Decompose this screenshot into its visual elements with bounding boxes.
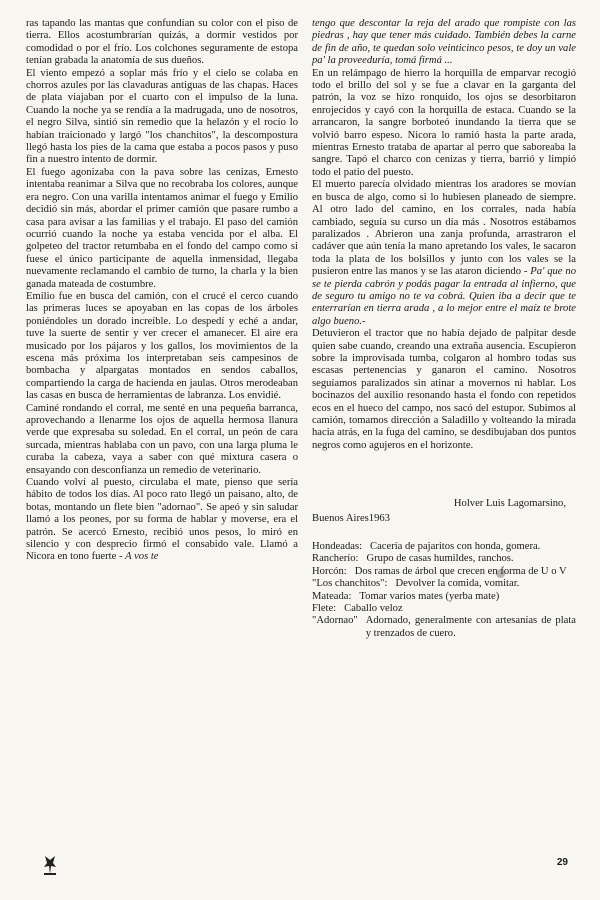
right-column (312, 18, 576, 640)
paragraph: ras tapando las mantas que confundían su color con el piso de tierra. Ellos acostumbrarían quizás, a dormir vestidos por comodidad o por el frío. Los colchones seguramente de estopa tenían grabada la anatomía de sus dueños. (26, 18, 298, 67)
glossary-definition: Grupo de casas humildes, ranchos. (366, 553, 514, 565)
glossary-entry (312, 553, 576, 565)
glossary (312, 541, 576, 640)
glossary-definition: Tomar varios mates (yerba mate) (359, 590, 500, 602)
glossary-term: Mateada: (312, 590, 352, 602)
glossary-entry (312, 566, 576, 578)
glossary-entry (312, 541, 576, 553)
paragraph-text: Cuando volví al puesto, circulaba el mate, pienso que sería hábito de todos los días. Al poco rato llegó un paisano, alto, de botas, montando un flete bien "adornao". Se apeó y sin saludar llamó a los peones, por su forma de hablar y moverse, era el patrón. Se acercó Ernesto, recibió unos pesos, lo miró en silencio y con desprecio firmó el consabido vale. Llamó a Nicora en tono fuerte - (26, 477, 298, 563)
glossary-term: Horcón: (312, 565, 347, 577)
left-column (26, 18, 298, 564)
paragraph: Detuvieron el tractor que no había dejado de palpitar desde quien sabe cuando, creando una extraña ausencia. Escupieron sobre la improvisada tumba, colgaron al hombro todas sus escasas pertenencias y ganaron el camino. Nosotros seguíamos paralizados sin atinar a movernos ni hablar. Los bocinazos del auxilio resonando hasta el fondo con repetidos ecos en el hueco del campo, nos sacó del estupor. Subimos al camión, tomamos dirección a Saladillo y volteando la mirada hacia atrás, en la fuga del camino, se desdibujaban dos puntos negros como agujeros en el horizonte. (312, 328, 576, 451)
glossary-term: Hondeadas: (312, 541, 363, 553)
paragraph: El fuego agonizaba con la pava sobre las cenizas, Ernesto intentaba reanimar a Silva que no recobraba los colores, aunque era negro. Con una varilla intentamos animar el fuego y Emilio decidió sin más, abordar el primer camión que pasare rumbo a casa para avisar a las familias y el trabajo. El paso del camión ocurrió cuando la noche ya estaba vencida por el alba. El golpeteo del tractor retumbaba en el fondo del campo como si fuese el único participante de aquella inmensidad, llegaba nuevamente reclamando el cambio de turno, la charla y la bien ganada mateada de costumbre. (26, 166, 298, 290)
paragraph-text: El muerto parecía olvidado mientras los aradores se movían en busca de algo, como si lo hubiesen planeado de siempre. Al otro lado del camino, en los corrales, nada había cambiado, seguía su curso un día más . Nosotros estábamos paralizados . Abrieron una zanja profunda, arrastraron el cadáver que aún tenía la mano apretando los vales, le sacaron toda la plata de los bolsillos y junto con los vales se la pusieron entre las manos y se las ataron diciendo - (312, 179, 576, 278)
glossary-definition: Adornado, generalmente con artesanías de plata y trenzados de cuero. (365, 615, 576, 639)
glossary-term: Rancherío: (312, 553, 359, 565)
glossary-definition: Devolver la comida, vomitar. (395, 578, 520, 590)
paragraph: Caminé rondando el corral, me senté en una pequeña barranca, aprovechando a llenarme los ojos de aquella hermosa llanura verde que expresaba su soledad. En el corral, un peón de cara surcada, mientras hablaba con un pavo, con una larga pluma le curaba la cabeza, vaya a saber con qué mixtura casera o ensayando con desconfianza un remedio de veterinario. (26, 402, 298, 476)
paragraph: Emilio fue en busca del camión, con el crucé el cerco cuando las primeras luces se apoyaban en las copas de los árboles poniéndoles un dorado increíble. Lo despedí y eché a andar, tuve la suerte de sentir y ver crecer el amanecer. El aire era musicado por los pájaros y los gallos, los movimientos de la escena más próxima los interpretaban seis campesinos de bombacha y alpargatas montados en sendos caballos, compartiendo la carga de hacienda en jaulas. Otros merodeaban las casas en busca de herramientas de labranza. Los envidié. (26, 290, 298, 402)
page-number: 29 (556, 857, 568, 868)
glossary-definition: Caballo veloz (344, 603, 403, 615)
author-signature: Holver Luis Lagomarsino, (453, 498, 566, 510)
glossary-entry (312, 578, 576, 590)
glossary-term: Flete: (312, 603, 337, 615)
print-smudge (496, 569, 505, 578)
glossary-entry (312, 615, 576, 640)
paragraph: En un relámpago de hierro la horquilla de emparvar recogió todo el brillo del sol y se fue a clavar en la garganta del patrón, la voz se hizo ronquido, los ojos se desorbitaron enrojecidos y cayó con la horquilla de estaca. Cuando se la arrancaron, la sangre borboteó inundando la tierra que se volvió barro espeso. Nicora lo ramió hasta la parte arada, mientras Ernesto trataba de apartar al perro que saboreaba la sangre. Tapó el charco con cenizas y tierra, barrió y limpió todo el patio del puesto. (312, 67, 576, 178)
glossary-definition: Cacería de pajaritos con honda, gomera. (370, 541, 541, 553)
paragraph: El viento empezó a soplar más frío y el cielo se colaba en chorros azules por las clavaduras antiguas de las chapas. Haces de plata viajaban por el cuarto con el impulso de la luna. Cuando la noche ya se rendía a la madrugada, uno de nosotros, el negro Silva, sintió sin remedio que la helazón y el rocío lo habían traicionado y largó "los chanchitos", la descompostura llegó hasta los pies de la cama que estaba a pocos pasos y puso fin a nuestro intento de dormir. (26, 67, 298, 166)
paragraph (312, 179, 576, 328)
glossary-term: "Adornao" (312, 615, 358, 627)
glossary-definition: Dos ramas de árbol que crecen en forma de U o V (354, 565, 567, 577)
dialogue-italic: Pa' que no se te pierda cabrón y podás pagar la entrada al infierno, que de seguro tu amigo no te va cobrá. Quien iba a decir que te enterrarían en tierra arada , a lo mejor entre el maíz te brote algo bueno.- (312, 266, 576, 327)
paragraph (26, 477, 298, 564)
glossary-entry (312, 591, 576, 603)
dialogue-italic: tengo que descontar la reja del arado que rompiste con las piedras , hay que tener más cuidado. También debes la carne de fin de año, te quedan solo veinticinco pesos, te doy un vale pa' la proveeduría, tomá firmá ... (312, 18, 576, 67)
glossary-term: "Los chanchitos": (312, 578, 388, 590)
publisher-logo-icon (42, 854, 58, 876)
dialogue-italic: A vos te (125, 551, 159, 563)
glossary-entry (312, 603, 576, 615)
place-and-year: Buenos Aires1963 (312, 512, 390, 524)
